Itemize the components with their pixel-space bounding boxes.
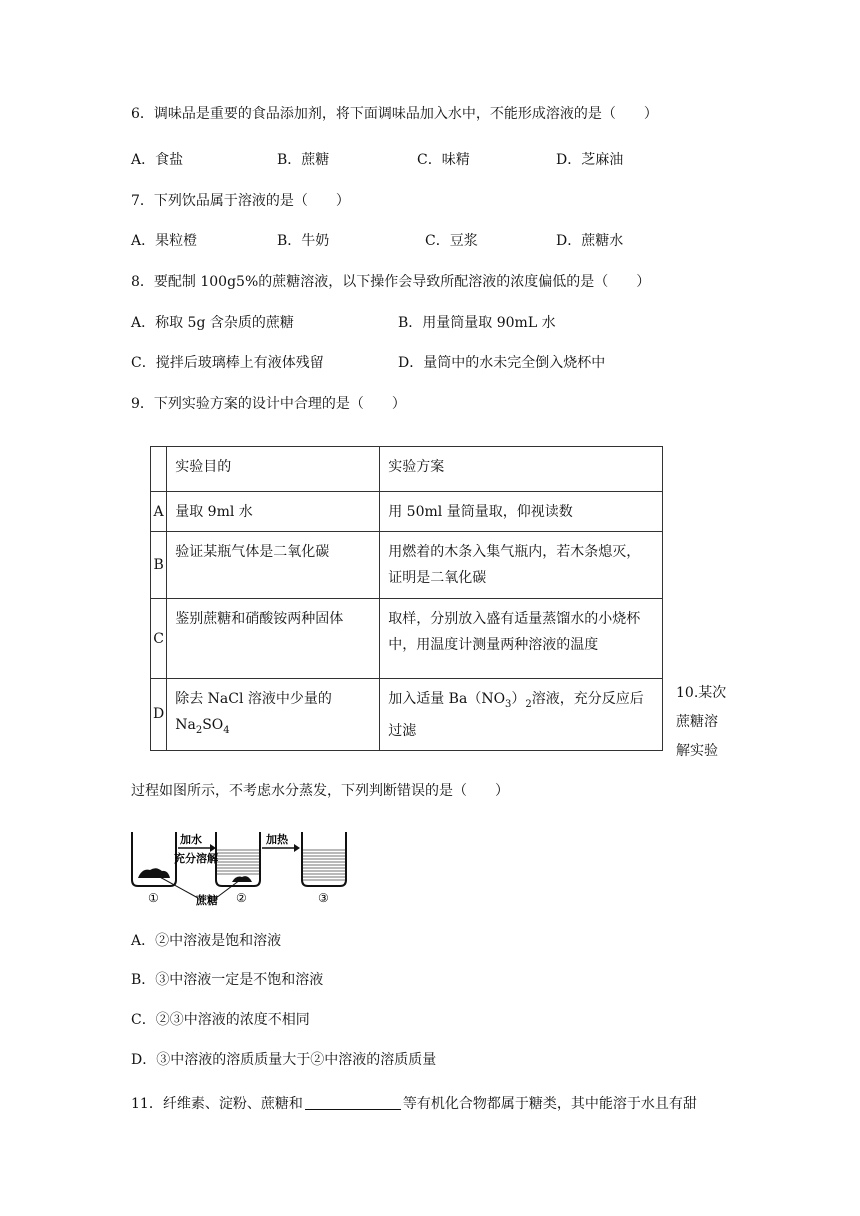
row-key: D [151, 679, 167, 751]
label-dissolve: 充分溶解 [174, 852, 218, 865]
q10-stem: 过程如图所示，不考虑水分蒸发，下列判断错误的是（ ） [131, 783, 509, 799]
q7-option-d: D．蔗糖水 [556, 233, 624, 249]
row-key: C [151, 599, 167, 679]
q8-option-c: C．搅拌后玻璃棒上有液体残留 [131, 355, 324, 371]
label-add-water: 加水 [180, 833, 202, 846]
q10-option-d: D．③中溶液的溶质质量大于②中溶液的溶质质量 [131, 1052, 437, 1068]
table-row [151, 679, 663, 751]
q11-blank [305, 1095, 401, 1110]
q7-option-c: C．豆浆 [425, 233, 478, 249]
label-heat: 加热 [266, 833, 288, 846]
q10-side-text [676, 679, 728, 766]
experiment-table [150, 446, 663, 751]
row-key: A [151, 492, 167, 532]
row-goal: 量取 9ml 水 [167, 492, 380, 532]
q8-option-a: A．称取 5g 含杂质的蔗糖 [131, 315, 294, 331]
formula-sub: 4 [223, 724, 230, 736]
q7-stem: 7．下列饮品属于溶液的是（ ） [131, 193, 350, 209]
formula-sub: 2 [525, 698, 532, 710]
label-beaker-1: ① [148, 891, 159, 905]
row-plan: 用燃着的木条入集气瓶内，若木条熄灭，证明是二氧化碳 [380, 532, 663, 599]
row-goal: 鉴别蔗糖和硝酸铵两种固体 [167, 599, 380, 679]
row-goal-text: 除去 NaCl 溶液中少量的 [175, 691, 332, 707]
q10-side-line: 蔗糖溶 [676, 714, 718, 730]
q10-option-b: B．③中溶液一定是不饱和溶液 [131, 972, 324, 988]
q6-option-b: B．蔗糖 [277, 152, 330, 168]
sugar-dissolving-figure [128, 828, 358, 908]
q10-option-c: C．②③中溶液的浓度不相同 [131, 1012, 310, 1028]
q8-option-b: B．用量筒量取 90mL 水 [398, 315, 556, 331]
q11-stem-b: 等有机化合物都属于糖类，其中能溶于水且有甜 [402, 1096, 697, 1112]
q10-side-line: 10.某次 [676, 685, 727, 701]
q8-stem: 8．要配制 100g5%的蔗糖溶液，以下操作会导致所配溶液的浓度偏低的是（ ） [131, 274, 651, 290]
q11-stem-a: 11．纤维素、淀粉、蔗糖和 [131, 1096, 303, 1112]
formula-sub: 3 [505, 698, 512, 710]
table-header-key [151, 447, 167, 492]
label-sugar: 蔗糖 [196, 894, 218, 907]
formula-so: SO [202, 717, 224, 733]
table-row [151, 599, 663, 679]
label-beaker-2: ② [236, 891, 247, 905]
table-row [151, 492, 663, 532]
beaker-2 [216, 832, 260, 886]
q6-option-d: D．芝麻油 [556, 152, 624, 168]
row-goal [167, 679, 380, 751]
formula-na: Na [175, 717, 196, 733]
plan-prefix: 加入适量 Ba（NO [388, 691, 506, 707]
row-goal: 验证某瓶气体是二氧化碳 [167, 532, 380, 599]
q9-stem: 9．下列实验方案的设计中合理的是（ ） [131, 396, 406, 412]
beaker-1 [132, 832, 176, 886]
q10-option-a: A．②中溶液是饱和溶液 [131, 933, 282, 949]
table-header-row [151, 447, 663, 492]
plan-paren: ） [511, 691, 526, 707]
plan-tail: 溶液，充分反应后过滤 [388, 691, 644, 739]
row-key: B [151, 532, 167, 599]
q11-stem [131, 1094, 697, 1114]
row-plan [380, 679, 663, 751]
q8-option-d: D．量筒中的水未完全倒入烧杯中 [398, 355, 606, 371]
q6-option-a: A．食盐 [131, 152, 184, 168]
row-plan: 用 50ml 量筒量取，仰视读数 [380, 492, 663, 532]
beaker-3 [302, 832, 346, 886]
q6-option-c: C．味精 [417, 152, 470, 168]
table-header-goal: 实验目的 [167, 447, 380, 492]
formula-sub: 2 [195, 724, 203, 736]
label-beaker-3: ③ [318, 891, 329, 905]
q10-side-line: 解实验 [676, 743, 718, 759]
table-header-plan: 实验方案 [380, 447, 663, 492]
q7-option-b: B．牛奶 [277, 233, 330, 249]
q7-option-a: A．果粒橙 [131, 233, 198, 249]
row-plan: 取样，分别放入盛有适量蒸馏水的小烧杯中，用温度计测量两种溶液的温度 [380, 599, 663, 679]
arrow-2-head [294, 844, 300, 852]
q6-stem: 6．调味品是重要的食品添加剂，将下面调味品加入水中，不能形成溶液的是（ ） [131, 106, 658, 122]
table-row [151, 532, 663, 599]
